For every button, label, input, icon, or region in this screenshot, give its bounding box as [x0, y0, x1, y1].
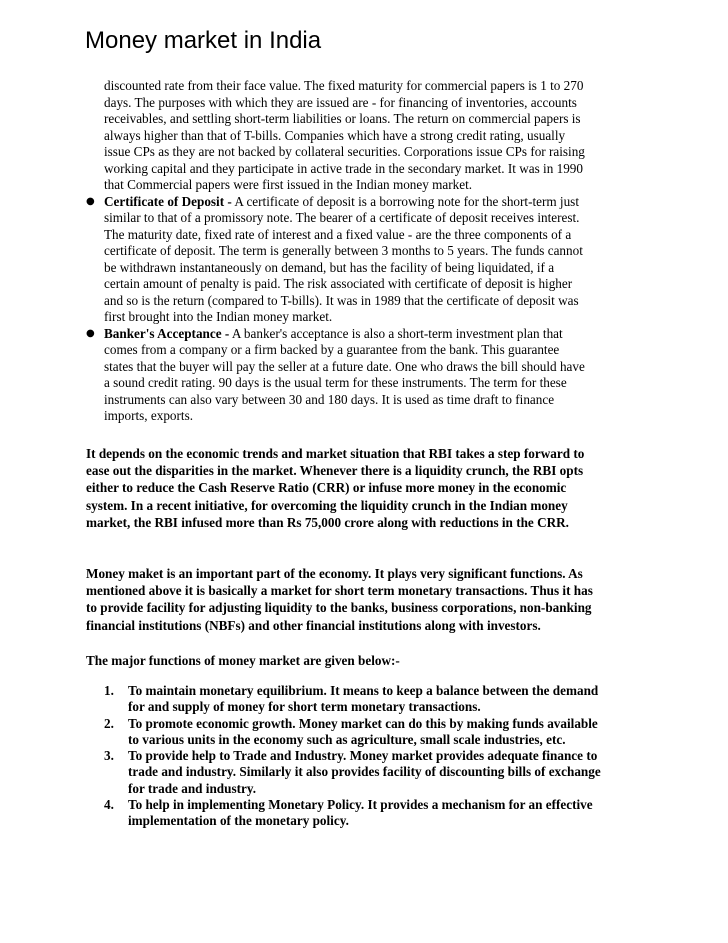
list-item-commercial-paper-continued: [0, 78, 630, 194]
bullet-dot: ●: [86, 195, 95, 207]
text-line: be withdrawn instantaneously on demand, but has the facility of being liquidated, if a: [104, 259, 555, 275]
text-line: working capital and they participate in active trade in the secondary market. It was in 1990: [104, 160, 583, 176]
text-line: states that the buyer will pay the seller at a future date. One who draws the bill should have: [104, 358, 585, 374]
text-line: a sound credit rating. 90 days is the usual term for these instruments. The term for these: [104, 375, 567, 390]
rbi-liquidity-paragraph: [86, 445, 646, 531]
text-line: To promote economic growth. Money market can do this by making funds available: [128, 715, 598, 731]
term-description: A certificate of deposit is a borrowing note for the short-term just: [231, 193, 579, 209]
text-line: and so is the return (compared to T-bills). It was in 1989 that the certificate of deposit was: [104, 292, 579, 308]
text-line: system. In a recent initiative, for overcoming the liquidity crunch in the Indian money: [86, 497, 568, 513]
text-line: to various units in the economy such as agriculture, small scale industries, etc.: [128, 731, 566, 747]
list-item-function: [0, 797, 648, 830]
list-number: 2.: [104, 715, 114, 731]
text-line: certificate of deposit. The term is generally between 3 months to 5 years. The funds cannot: [104, 243, 583, 258]
text-line: first brought into the Indian money market.: [104, 309, 333, 324]
text-line: receivables, and settling short-term liabilities or loans. The return on commercial papers is: [104, 111, 581, 126]
text-line: for trade and industry.: [128, 780, 256, 796]
list-item-certificate-of-deposit: [0, 194, 630, 326]
instrument-list: [0, 78, 728, 425]
text-line: issue CPs as they are not backed by collateral securities. Corporations issue CPs for raising: [104, 144, 585, 159]
text-line: To help in implementing Monetary Policy. It provides a mechanism for an effective: [128, 797, 593, 813]
text-line: To provide help to Trade and Industry. Money market provides adequate finance to: [128, 748, 598, 764]
functions-intro: The major functions of money market are given below:-: [86, 653, 400, 668]
money-market-importance-paragraph: [86, 565, 646, 634]
list-number: 1.: [104, 683, 114, 698]
text-line: for and supply of money for short term monetary transactions.: [128, 699, 481, 715]
term-description: A banker's acceptance is also a short-term investment plan that: [229, 325, 563, 341]
text-line: financial institutions (NBFs) and other financial institutions along with investors.: [86, 617, 541, 633]
text-line: either to reduce the Cash Reserve Ratio (CRR) or infuse more money in the economic: [86, 480, 567, 496]
list-number: 3.: [104, 748, 114, 764]
text-line: ease out the disparities in the market. Whenever there is a liquidity crunch, the RBI opts: [86, 463, 584, 479]
text-line: imports, exports.: [104, 408, 194, 423]
list-item-function: [0, 683, 648, 716]
text-line: to provide facility for adjusting liquidity to the banks, business corporations, non-banking: [86, 600, 592, 616]
text-line: implementation of the monetary policy.: [128, 813, 349, 829]
text-line: that Commercial papers were first issued in the Indian money market.: [104, 177, 473, 192]
text-line: always higher than that of T-bills. Companies which have a strong credit rating, usually: [104, 127, 566, 143]
text-line: The maturity date, fixed rate of interest and a fixed value - are the three components of a: [104, 226, 572, 242]
text-line: mentioned above it is basically a market for short term monetary transactions. Thus it has: [86, 583, 593, 599]
bullet-dot: ●: [86, 327, 95, 339]
list-item-function: [0, 748, 648, 797]
text-line: days. The purposes with which they are issued are - for financing of inventories, accounts: [104, 94, 577, 110]
term-label: Banker's Acceptance -: [104, 325, 230, 341]
text-line: trade and industry. Similarly it also provides facility of discounting bills of exchange: [128, 764, 601, 780]
text-line: Money maket is an important part of the economy. It plays very significant functions. As: [86, 566, 583, 581]
text-line: It depends on the economic trends and market situation that RBI takes a step forward to: [86, 446, 585, 461]
list-number: 4.: [104, 797, 114, 813]
functions-list: [0, 683, 728, 830]
text-line: [104, 326, 630, 343]
term-label: Certificate of Deposit -: [104, 193, 232, 209]
text-line: comes from a company or a firm backed by a guarantee from the bank. This guarantee: [104, 342, 560, 357]
text-line: market, the RBI infused more than Rs 75,000 crore along with reductions in the CRR.: [86, 514, 569, 530]
list-item-function: [0, 716, 648, 749]
page-title: Money market in India: [85, 27, 322, 54]
text-line: certain amount of penalty is paid. The risk associated with certificate of deposit is higher: [104, 276, 573, 291]
list-item-bankers-acceptance: [0, 326, 630, 425]
text-line: discounted rate from their face value. The fixed maturity for commercial papers is 1 to 270: [104, 78, 584, 93]
text-line: [104, 194, 630, 211]
text-line: To maintain monetary equilibrium. It means to keep a balance between the demand: [128, 683, 599, 698]
text-line: instruments can also vary between 30 and 180 days. It is used as time draft to finance: [104, 391, 555, 407]
text-line: similar to that of a promissory note. The bearer of a certificate of deposit receives interest.: [104, 210, 580, 225]
